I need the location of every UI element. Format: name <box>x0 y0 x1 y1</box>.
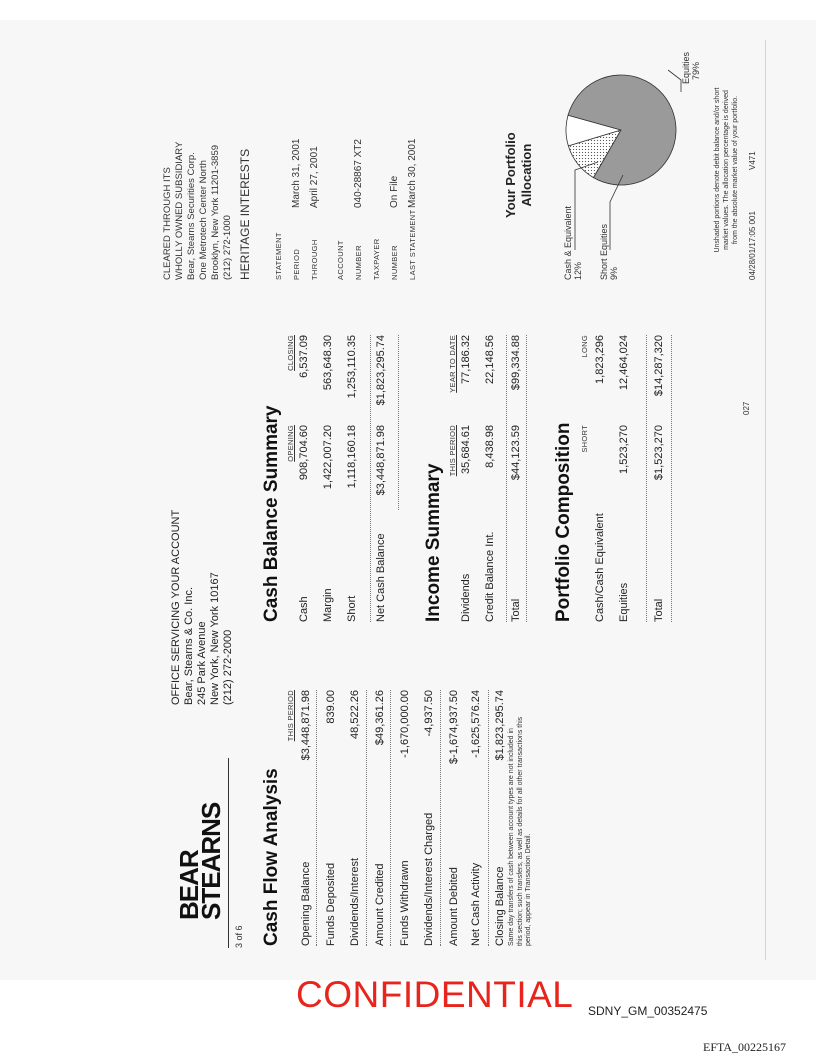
office-line: Bear, Stearns & Co. Inc. <box>183 586 195 705</box>
cash-flow-row <box>300 690 312 946</box>
account-name: HERITAGE INTERESTS <box>238 148 252 280</box>
cell-short: 1,523,270 <box>618 425 630 474</box>
meta-label: THROUGH <box>310 239 319 280</box>
slice-label-short: Short Equities <box>599 223 609 280</box>
row-label: Credit Balance Int. <box>484 531 496 622</box>
cell-long: 1,823,296 <box>594 335 606 384</box>
row-label: Total <box>510 598 522 622</box>
dotted-rule <box>488 690 489 946</box>
slice-pct-equities: 79% <box>691 61 701 80</box>
cash-flow-row <box>399 690 411 946</box>
row-value: -1,670,000.00 <box>399 690 411 758</box>
row-label: Dividends/Interest <box>349 857 361 946</box>
table-row <box>484 335 506 622</box>
row-label: Opening Balance <box>300 861 312 946</box>
cell-short: $1,523,270 <box>653 425 665 481</box>
cash-flow-title: Cash Flow Analysis <box>261 768 282 946</box>
bear-stearns-logo <box>174 802 226 920</box>
cash-balance-title: Cash Balance Summary <box>261 405 282 622</box>
dotted-rule <box>646 335 647 622</box>
clearing-line: Bear, Stearns Securities Corp. <box>186 152 197 280</box>
meta-value: On File <box>389 175 400 208</box>
cell-closing: 1,253,110.35 <box>346 335 358 399</box>
row-label: Dividends/Interest Charged <box>423 812 435 946</box>
clearing-line: (212) 272-1000 <box>222 215 233 280</box>
income-header-ytd: YEAR TO DATE <box>448 335 457 393</box>
portfolio-header-short: SHORT <box>580 425 589 453</box>
cell-opening: $3,448,871.98 <box>375 425 387 496</box>
slice-label-equities: Equities <box>681 51 691 84</box>
meta-period <box>270 139 306 281</box>
slice-pct-cash: 12% <box>573 261 583 280</box>
row-value: $3,448,871.98 <box>300 690 312 761</box>
cash-flow-row <box>448 690 460 946</box>
confidential-stamp: CONFIDENTIAL <box>296 974 574 1015</box>
cash-flow-note: Same day transfers of cash between account types are not included in this section; such transfers, as well as details for all other transactions this period, appear in Transaction Detail. <box>508 716 532 946</box>
office-address <box>170 510 235 705</box>
note-line: market values. The allocation percentage is derived <box>723 90 730 250</box>
logo-line-2: STEARNS <box>196 802 226 920</box>
cell-opening: 1,422,007.20 <box>322 425 334 490</box>
logo-line-1: BEAR <box>174 850 204 920</box>
header-rule <box>228 758 229 948</box>
allocation-pie-chart <box>563 40 703 280</box>
cell-ytd: 77,186.32 <box>460 335 472 384</box>
dotted-rule <box>671 335 672 622</box>
table-row <box>510 335 532 622</box>
meta-taxpayer <box>368 139 404 281</box>
cell-period: 8,438.98 <box>484 425 496 468</box>
allocation-title <box>503 132 535 218</box>
cell-ytd: 22,148.56 <box>484 335 496 384</box>
table-row <box>322 335 346 622</box>
row-label: Closing Balance <box>494 866 506 946</box>
leader-line <box>610 175 623 250</box>
cell-ytd: $99,334.88 <box>510 335 522 391</box>
meta-value: 040-28867 XT2 <box>353 139 364 208</box>
clearing-line: CLEARED THROUGH ITS <box>162 167 173 280</box>
dotted-rule <box>526 335 527 622</box>
cash-balance-table <box>298 335 399 622</box>
table-row <box>460 335 484 622</box>
income-title: Income Summary <box>423 463 444 622</box>
row-label: Total <box>653 598 665 622</box>
row-label: Short <box>346 595 358 622</box>
note-line: from the absolute market value of your portfolio. <box>732 95 739 245</box>
cash-flow-row <box>325 690 337 946</box>
meta-label: STATEMENT PERIOD <box>274 232 301 280</box>
allocation-title-line: Allocation <box>519 143 534 207</box>
clearing-line: WHOLLY OWNED SUBSIDIARY <box>174 141 185 280</box>
dotted-rule <box>316 690 317 946</box>
income-header-period: THIS PERIOD <box>448 425 457 477</box>
cash-flow-row <box>494 690 506 946</box>
table-row <box>375 335 399 622</box>
portfolio-table <box>594 335 675 622</box>
meta-label: LAST STATEMENT <box>408 209 417 280</box>
meta-value: April 27, 2001 <box>309 146 320 208</box>
leader-line <box>668 70 681 92</box>
cell-short <box>594 425 618 510</box>
row-label: Equities <box>618 582 630 622</box>
row-label: Dividends <box>460 573 472 622</box>
statement-meta <box>270 139 422 281</box>
dotted-rule <box>366 690 367 946</box>
income-table <box>460 335 532 622</box>
row-value: 48,522.26 <box>349 690 361 739</box>
pie-slices <box>566 75 676 185</box>
row-value: $-1,674,937.50 <box>448 690 460 765</box>
cell-closing: 6,537.09 <box>298 335 310 378</box>
meta-label: TAXPAYER NUMBER <box>372 238 399 280</box>
table-row <box>298 335 322 622</box>
print-timestamp: 04/28/01/17:05 001 <box>748 211 757 280</box>
cash-flow-row <box>423 690 435 946</box>
cash-flow-row <box>374 690 386 946</box>
print-code: V471 <box>748 151 757 170</box>
cell-opening: 1,118,160.18 <box>346 425 358 489</box>
cell-period: 35,684.61 <box>460 425 472 474</box>
note-line: Unshaded portions denote debit balance and/or short <box>714 87 721 253</box>
office-line: New York, New York 10167 <box>209 572 221 705</box>
meta-through <box>306 139 324 281</box>
cell-long: $14,287,320 <box>653 335 665 397</box>
allocation-note <box>713 70 740 270</box>
row-label: Net Cash Balance <box>375 533 387 622</box>
portfolio-title: Portfolio Composition <box>553 422 574 622</box>
cell-closing: $1,823,295.74 <box>375 335 387 406</box>
row-label: Amount Debited <box>448 867 460 946</box>
clearing-line: One Metrotech Center North <box>198 160 209 280</box>
row-label: Amount Credited <box>374 863 386 946</box>
page-code: 027 <box>742 401 751 415</box>
dotted-rule <box>440 690 441 946</box>
row-value: $1,823,295.74 <box>494 690 506 761</box>
cash-balance-header-closing: CLOSING <box>286 335 295 371</box>
cash-flow-row <box>349 690 361 946</box>
meta-value: March 30, 2001 <box>407 138 418 208</box>
cell-opening: 908,704.60 <box>298 425 310 481</box>
meta-last-statement <box>404 139 422 281</box>
row-label: Funds Withdrawn <box>399 860 411 946</box>
row-label: Margin <box>322 588 334 622</box>
row-value: 839.00 <box>325 690 337 724</box>
slice-label-cash: Cash & Equivalent <box>563 205 573 280</box>
row-label: Cash <box>298 596 310 622</box>
cell-period: $44,123.59 <box>510 425 522 481</box>
cell-long: 12,464,024 <box>618 335 630 391</box>
dotted-rule <box>506 335 507 622</box>
row-value: $49,361.26 <box>374 690 386 746</box>
meta-value: March 31, 2001 <box>291 138 302 208</box>
cash-flow-col-header: THIS PERIOD <box>286 690 295 742</box>
row-label: Net Cash Activity <box>470 862 482 946</box>
office-line: 245 Park Avenue <box>196 621 208 705</box>
dotted-rule <box>398 335 399 510</box>
row-value: -1,625,576.24 <box>470 690 482 758</box>
bates-number: SDNY_GM_00352475 <box>588 1004 708 1018</box>
row-label: Cash/Cash Equivalent <box>594 513 606 622</box>
table-row <box>618 335 646 622</box>
table-row <box>594 335 618 622</box>
cell-closing: 563,648.30 <box>322 335 334 391</box>
clearing-line: Brooklyn, New York 11201-3859 <box>210 144 221 280</box>
row-label: Funds Deposited <box>325 862 337 946</box>
office-line: OFFICE SERVICING YOUR ACCOUNT <box>170 509 182 705</box>
table-row <box>346 335 370 622</box>
cash-flow-row <box>470 690 482 946</box>
dotted-rule <box>390 690 391 946</box>
statement-page <box>148 40 768 960</box>
row-value: -4,937.50 <box>423 690 435 737</box>
portfolio-header-long: LONG <box>580 335 589 358</box>
office-line: (212) 272-2000 <box>222 629 234 705</box>
dotted-rule <box>370 335 371 622</box>
clearing-info <box>162 142 234 280</box>
allocation-title-line: Your Portfolio <box>503 132 518 218</box>
cash-balance-header-opening: OPENING <box>286 425 295 462</box>
meta-account <box>332 139 368 281</box>
efta-number: EFTA_00225167 <box>703 1040 787 1054</box>
slice-pct-short: 9% <box>609 266 619 280</box>
meta-label: ACCOUNT NUMBER <box>336 240 363 280</box>
page-number: 3 of 6 <box>234 925 244 948</box>
